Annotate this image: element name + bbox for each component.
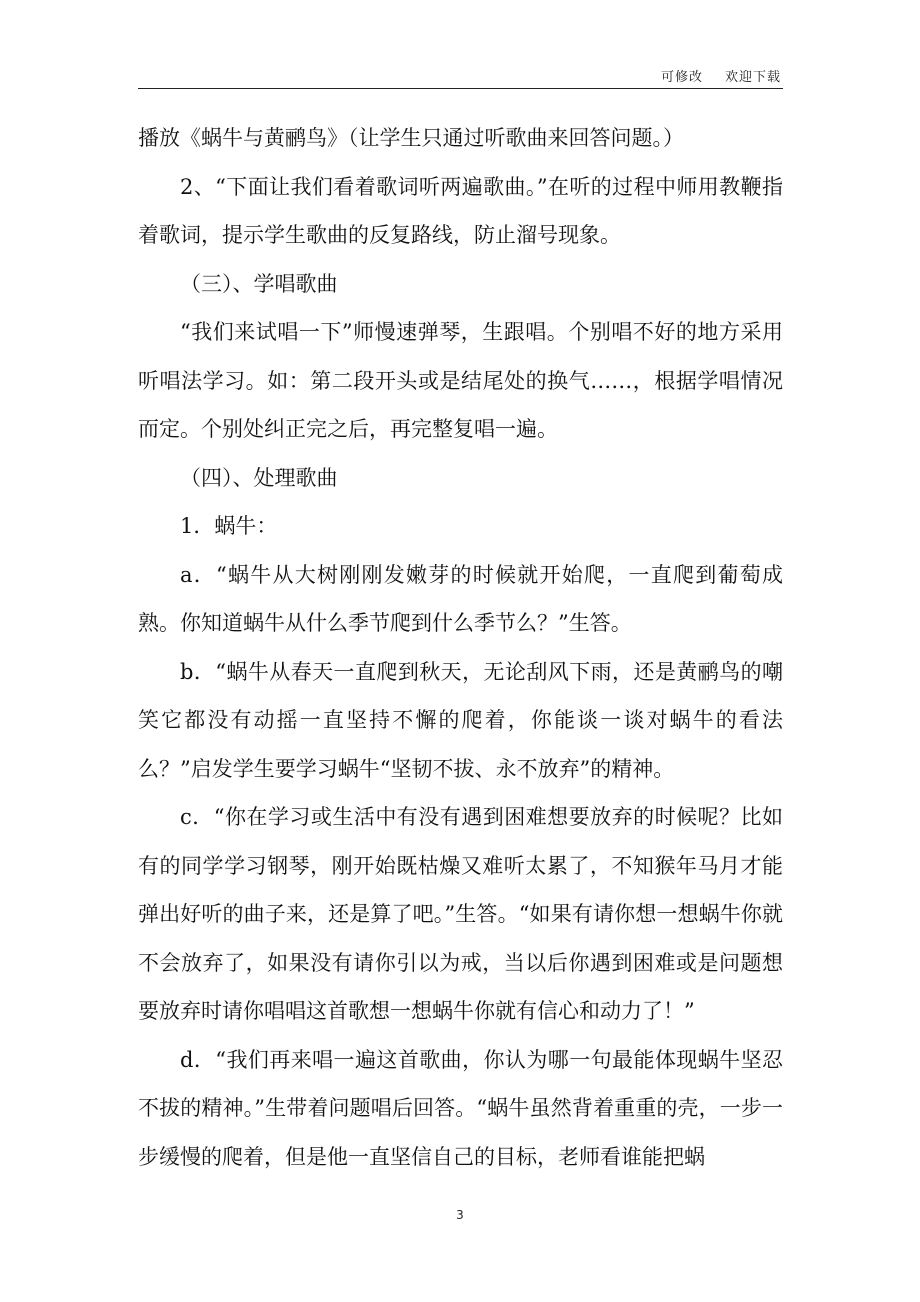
header-download-label: 欢迎下载 (724, 70, 781, 85)
paragraph-listen-twice: 2、“下面让我们看着歌词听两遍歌曲。”在听的过程中师用教鞭指着歌词，提示学生歌曲的反复路线，防止溜号现象。 (138, 174, 783, 247)
header-editable-label: 可修改 (660, 70, 703, 85)
document-body (138, 114, 783, 1181)
paragraph-item-c: c．“你在学习或生活中有没有遇到困难想要放弃的时候呢？比如有的同学学习钢琴，刚开始既枯燥又难听太累了，不知猴年马月才能弹出好听的曲子来，还是算了吧。”生答。“如果有请你想一想蜗牛你就不会放弃了，如果没有请你引以为戒，当以后你遇到困难或是问题想要放弃时请你唱唱这首歌想一想蜗牛你就有信心和动力了！” (138, 805, 783, 1023)
paragraph-item-b: b．“蜗牛从春天一直爬到秋天，无论刮风下雨，还是黄鹂鸟的嘲笑它都没有动摇一直坚持不懈的爬着，你能谈一谈对蜗牛的看法么？”启发学生要学习蜗牛“坚韧不拔、永不放弃”的精神。 (138, 659, 783, 781)
section-heading-process-song: （四）、处理歌曲 (180, 465, 338, 490)
header-text (639, 66, 781, 85)
item-heading-snail: 1．蜗牛： (180, 514, 278, 538)
page-header (138, 64, 783, 89)
page-number: 3 (456, 1208, 464, 1222)
paragraph-item-a: a．“蜗牛从大树刚刚发嫩芽的时候就开始爬，一直爬到葡萄成熟。你知道蜗牛从什么季节爬到什么季节么？”生答。 (138, 562, 783, 635)
paragraph-item-d: d．“我们再来唱一遍这首歌曲，你认为哪一句最能体现蜗牛坚忍不拔的精神。”生带着问题唱后回答。“蜗牛虽然背着重重的壳，一步一步缓慢的爬着，但是他一直坚信自己的目标，老师看谁能把蜗 (138, 1047, 783, 1169)
section-heading-learn-song: （三）、学唱歌曲 (180, 271, 338, 296)
paragraph-try-singing: “我们来试唱一下”师慢速弹琴，生跟唱。个别唱不好的地方采用听唱法学习。如：第二段开头或是结尾处的换气……，根据学唱情况而定。个别处纠正完之后，再完整复唱一遍。 (138, 320, 783, 441)
paragraph-play-song: 播放《蜗牛与黄鹂鸟》（让学生只通过听歌曲来回答问题。） (138, 126, 684, 150)
